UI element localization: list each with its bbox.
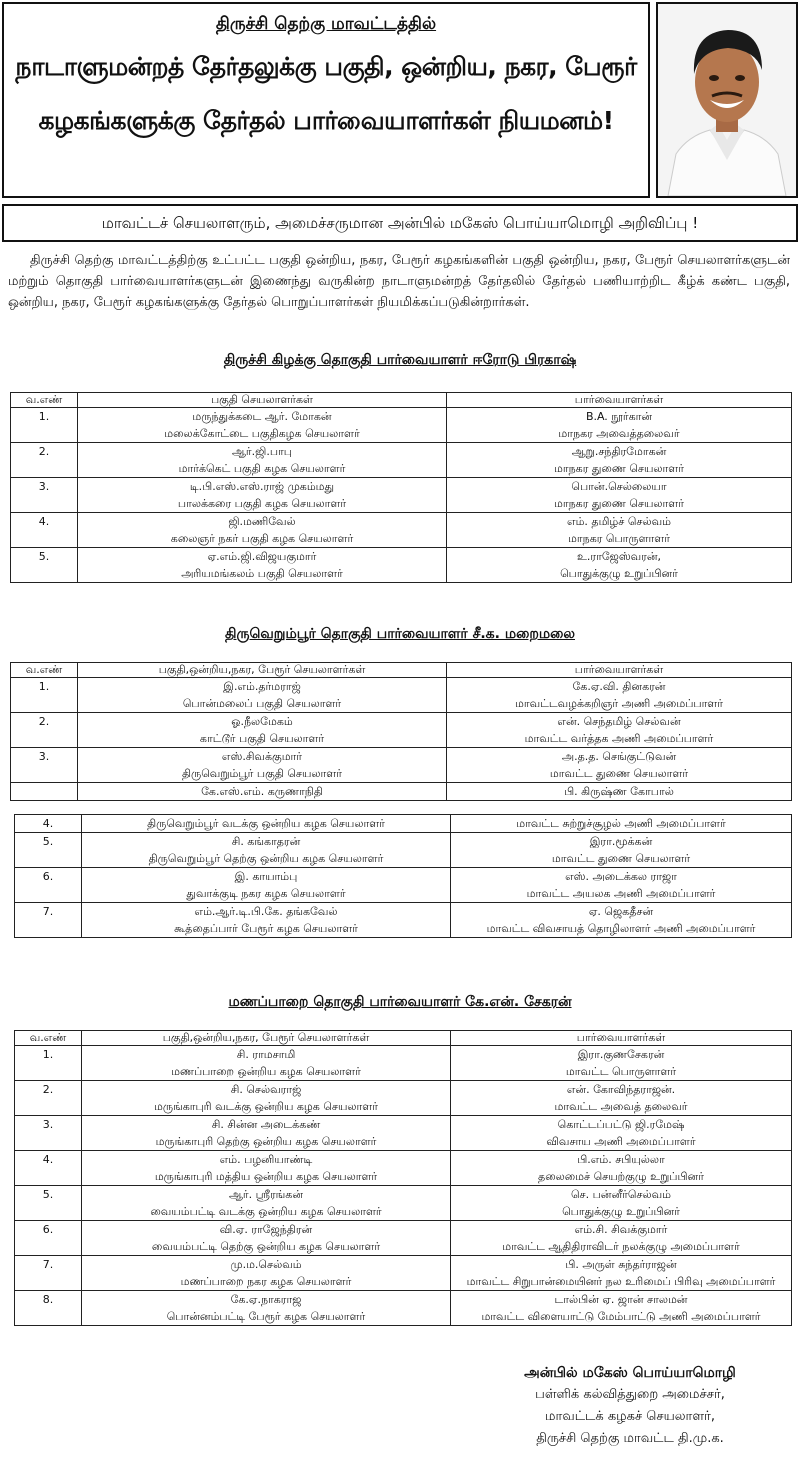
- secretary-cell: [78, 678, 447, 713]
- observer-name: இரா.மூக்கன்: [589, 835, 653, 848]
- table-row: [15, 1221, 792, 1256]
- observer-name: ஆறு.சந்திரமோகன்: [571, 445, 667, 458]
- col-header-secretaries: பகுதி,ஒன்றிய,நகர, பேரூர் செயலாளர்கள்: [78, 663, 447, 678]
- observer-role: மாவட்ட விளையாட்டு மேம்பாட்டு அணி அமைப்பாளர்: [481, 1310, 761, 1323]
- section-title-manapparai: மணப்பாறை தொகுதி பார்வையாளர் கே.என். சேகரன்: [228, 994, 572, 1010]
- signatory-name: அன்பில் மகேஸ் பொய்யாமொழி: [524, 1365, 736, 1381]
- section-title-trichy-east: திருச்சி கிழக்கு தொகுதி பார்வையாளர் ஈரோடு பிரகாஷ்: [223, 352, 577, 368]
- secretary-cell: [82, 815, 451, 833]
- table-body: [11, 678, 792, 801]
- table-body: [11, 408, 792, 583]
- table-row: [15, 868, 792, 903]
- announcement-banner: மாவட்டச் செயலாளரும், அமைச்சருமான அன்பில் மகேஸ் பொய்யாமொழி அறிவிப்பு !: [2, 204, 798, 242]
- serial-cell: 7.: [15, 903, 82, 938]
- observer-cell: [451, 1116, 792, 1151]
- observer-name: பொன்.செல்லையா: [571, 480, 667, 493]
- secretary-role: கூத்தைப்பார் பேரூர் கழக செயலாளர்: [174, 922, 358, 935]
- table-body: [15, 1046, 792, 1326]
- observer-name: கே.ஏ.வி. தினகரன்: [572, 680, 666, 693]
- signature-block: [470, 1362, 790, 1450]
- table-thiruverumbur-b: [14, 814, 792, 938]
- table-row: [15, 1186, 792, 1221]
- secretary-name: மு.ம.செல்வம்: [230, 1258, 302, 1271]
- table-row: [11, 408, 792, 443]
- observer-name: கொட்டப்பட்டு ஜி.ரமேஷ்: [557, 1118, 685, 1131]
- col-header-observers: பார்வையாளர்கள்: [447, 393, 792, 408]
- observer-cell: [447, 678, 792, 713]
- col-header-serial: வ.எண்: [11, 663, 78, 678]
- col-header-secretaries: பகுதி,ஒன்றிய,நகர, பேரூர் செயலாளர்கள்: [82, 1031, 451, 1046]
- secretary-role: பொன்மலைப் பகுதி செயலாளர்: [182, 697, 342, 710]
- secretary-role: திருவெறும்பூர் பகுதி செயலாளர்: [182, 767, 342, 780]
- secretary-cell: [78, 548, 447, 583]
- observer-role: மாவட்ட துணை செயலாளர்: [549, 767, 689, 780]
- secretary-name: ஆர்.ஜி.பாபு: [232, 445, 292, 458]
- secretary-cell: [82, 1046, 451, 1081]
- observer-role: மாவட்ட அயலக அணி அமைப்பாளர்: [526, 887, 716, 900]
- table-row: [11, 783, 792, 801]
- serial-cell: 3.: [11, 748, 78, 783]
- portrait-photo: [656, 2, 798, 198]
- section-title-thiruverumbur: திருவெறும்பூர் தொகுதி பார்வையாளர் சீ.க. மறைமலை: [225, 626, 575, 642]
- observer-cell: [451, 1081, 792, 1116]
- table-row: [15, 903, 792, 938]
- secretary-role: திருவெறும்பூர் தெற்கு ஒன்றிய கழக செயலாளர்: [148, 852, 384, 865]
- table-row: [11, 713, 792, 748]
- secretary-name: டி.பி.எஸ்.எஸ்.ராஜ் முகம்மது: [189, 480, 335, 493]
- observer-role: விவசாய அணி அமைப்பாளர்: [546, 1135, 696, 1148]
- observer-role: மாநகர அவைத்தலைவர்: [558, 427, 680, 440]
- observer-role: மாவட்ட விவசாயத் தொழிலாளர் அணி அமைப்பாளர்: [486, 922, 756, 935]
- secretary-cell: [78, 478, 447, 513]
- secretary-name: மருந்துக்கடை ஆர். மோகன்: [192, 410, 332, 423]
- observer-name: என். கோவிந்தராஜன்.: [566, 1083, 676, 1096]
- serial-cell: 3.: [15, 1116, 82, 1151]
- serial-cell: [11, 783, 78, 801]
- table-trichy-east: [10, 392, 792, 583]
- observer-cell: [447, 548, 792, 583]
- observer-role: பொதுக்குழு உறுப்பினர்: [560, 567, 678, 580]
- secretary-cell: [78, 443, 447, 478]
- observer-cell: [451, 1151, 792, 1186]
- serial-cell: 4.: [11, 513, 78, 548]
- table-row: [15, 815, 792, 833]
- observer-name: உ.ராஜேஸ்வரன்,: [576, 550, 662, 563]
- observer-name: என். செந்தமிழ் செல்வன்: [557, 715, 681, 728]
- observer-cell: [447, 408, 792, 443]
- observer-role: மாநகர துணை செயலாளர்: [554, 462, 684, 475]
- secretary-name: எஸ்.சிவக்குமார்: [221, 750, 303, 763]
- table-row: [15, 1046, 792, 1081]
- secretary-name: எம். பழனியாண்டி: [219, 1153, 313, 1166]
- observer-role: மாவட்ட துணை செயலாளர்: [551, 852, 691, 865]
- secretary-name: ஓ.நீலமேகம்: [231, 715, 293, 728]
- secretary-name: ஆர். ஸ்ரீரங்கன்: [229, 1188, 303, 1201]
- secretary-cell: [82, 833, 451, 868]
- observer-cell: [451, 1186, 792, 1221]
- secretary-role: வையம்பட்டி வடக்கு ஒன்றிய கழக செயலாளர்: [150, 1205, 382, 1218]
- observer-name: இரா.குணசேகரன்: [577, 1048, 665, 1061]
- observer-role: மாநகர துணை செயலாளர்: [554, 497, 684, 510]
- observer-name: எம். தமிழ்ச் செல்வம்: [566, 515, 672, 528]
- serial-cell: 3.: [11, 478, 78, 513]
- observer-name: எஸ். அடைக்கல ராஜா: [565, 870, 677, 883]
- secretary-role: மணப்பாறை ஒன்றிய கழக செயலாளர்: [171, 1065, 361, 1078]
- serial-cell: 2.: [11, 443, 78, 478]
- table-row: [15, 833, 792, 868]
- secretary-role: கலைஞர் நகர் பகுதி கழக செயலாளர்: [170, 532, 354, 545]
- secretary-role: மருங்காபுரி தெற்கு ஒன்றிய கழக செயலாளர்: [155, 1135, 377, 1148]
- serial-cell: 6.: [15, 868, 82, 903]
- observer-cell: [447, 513, 792, 548]
- headline-line-1: நாடாளுமன்றத் தேர்தலுக்கு பகுதி, ஒன்றிய, நகர, பேரூர்: [15, 52, 637, 81]
- secretary-cell: [82, 1116, 451, 1151]
- secretary-name: இ. காயாம்பு: [234, 870, 298, 883]
- observer-cell: [447, 443, 792, 478]
- col-header-observers: பார்வையாளர்கள்: [447, 663, 792, 678]
- col-header-serial: வ.எண்: [11, 393, 78, 408]
- secretary-cell: [78, 713, 447, 748]
- headline-line-2: கழகங்களுக்கு தேர்தல் பார்வையாளர்கள் நியமனம்!: [38, 106, 614, 135]
- observer-role: மாவட்ட வர்த்தக அணி அமைப்பாளர்: [524, 732, 714, 745]
- table-row: [15, 1081, 792, 1116]
- secretary-role: மலைக்கோட்டை பகுதிகழக செயலாளர்: [164, 427, 360, 440]
- table-row: [11, 748, 792, 783]
- signatory-title-2: மாவட்டக் கழகச் செயலாளர்,: [545, 1409, 715, 1424]
- observer-cell: [451, 815, 792, 833]
- secretary-role: மருங்காபுரி வடக்கு ஒன்றிய கழக செயலாளர்: [154, 1100, 378, 1113]
- table-row: [15, 1151, 792, 1186]
- observer-role: மாவட்ட சிறுபான்மையினர் நல உரிமைப் பிரிவு அமைப்பாளர்: [466, 1275, 776, 1288]
- observer-name: செ. பன்னீர்செல்வம்: [570, 1188, 672, 1201]
- signatory-title-1: பள்ளிக் கல்வித்துறை அமைச்சர்,: [535, 1387, 725, 1402]
- observer-cell: [447, 748, 792, 783]
- secretary-role: பாலக்கரை பகுதி கழக செயலாளர்: [177, 497, 347, 510]
- intro-paragraph: திருச்சி தெற்கு மாவட்டத்திற்கு உட்பட்ட பகுதி ஒன்றிய, நகர, பேரூர் கழகங்களின் பகுதி ஒன்றிய, நகர, பேரூர் செயலாளர்களுடன் மற்றும் தொகுதி பார்வையாளர்களுடன் இணைந்து வருகின்ற நாடாளுமன்றத் தேர்தலில் தேர்தல் பணியாற்றிட கீழ்க் கண்ட பகுதி, ஒன்றிய, நகர, பேரூர் கழகங்களுக்கு தேர்தல் பொறுப்பாளர்கள் நியமிக்கப்படுகின்றார்கள்.: [8, 253, 790, 310]
- observer-name: எம்.சி. சிவக்குமார்: [574, 1223, 668, 1236]
- secretary-cell: [82, 1221, 451, 1256]
- observer-name: அ.த.த. செங்குட்டுவன்: [561, 750, 677, 763]
- secretary-role: வையம்பட்டி தெற்கு ஒன்றிய கழக செயலாளர்: [151, 1240, 381, 1253]
- table-header-row: [11, 393, 792, 408]
- secretary-name: கே.எஸ்.எம். கருணாநிதி: [78, 783, 447, 801]
- secretary-cell: [78, 513, 447, 548]
- secretary-role: மணப்பாறை நகர கழக செயலாளர்: [180, 1275, 352, 1288]
- serial-cell: 4.: [15, 1151, 82, 1186]
- person-portrait-image: [658, 4, 796, 196]
- secretary-cell: [82, 1186, 451, 1221]
- observer-cell: [451, 868, 792, 903]
- secretary-cell: [82, 1151, 451, 1186]
- col-header-observers: பார்வையாளர்கள்: [451, 1031, 792, 1046]
- secretary-name: சி. ராமசாமி: [236, 1048, 296, 1061]
- observer-cell: [451, 833, 792, 868]
- secretary-name: எம்.ஆர்.டி.பி.கே. தங்கவேல்: [194, 905, 338, 918]
- observer-role: மாவட்ட பொருளாளர்: [565, 1065, 677, 1078]
- secretary-role: பொன்னம்பட்டி பேரூர் கழக செயலாளர்: [166, 1310, 366, 1323]
- serial-cell: 6.: [15, 1221, 82, 1256]
- table-row: [15, 1256, 792, 1291]
- secretary-name: இ.எம்.தர்மராஜ்: [223, 680, 301, 693]
- observer-name: பி.எம். சபியுல்லா: [577, 1153, 665, 1166]
- serial-cell: 5.: [15, 1186, 82, 1221]
- secretary-name: ஏ.எம்.ஜி.விஜயகுமார்: [207, 550, 317, 563]
- table-header-row: [15, 1031, 792, 1046]
- observer-role: மாவட்டவழக்கறிஞர் அணி அமைப்பாளர்: [515, 697, 723, 710]
- secretary-role: மார்க்கெட் பகுதி கழக செயலாளர்: [178, 462, 346, 475]
- secretary-role: மருங்காபுரி மத்திய ஒன்றிய கழக செயலாளர்: [154, 1170, 378, 1183]
- signatory-title-3: திருச்சி தெற்கு மாவட்ட தி.மு.க.: [536, 1431, 724, 1446]
- table-body: [15, 815, 792, 938]
- secretary-cell: [82, 868, 451, 903]
- secretary-name: சி. கங்காதரன்: [231, 835, 301, 848]
- table-row: [11, 443, 792, 478]
- observer-name: மாவட்ட சுற்றுச்சூழல் அணி அமைப்பாளர்: [516, 817, 726, 830]
- serial-cell: 1.: [11, 678, 78, 713]
- secretary-cell: [78, 748, 447, 783]
- table-manapparai: [14, 1030, 792, 1326]
- table-row: [15, 1291, 792, 1326]
- col-header-serial: வ.எண்: [15, 1031, 82, 1046]
- observer-name: டால்பின் ஏ. ஜான் சாலமன்: [554, 1293, 688, 1306]
- secretary-cell: [78, 408, 447, 443]
- observer-name: B.A. நூர்கான்: [585, 410, 653, 423]
- secretary-cell: [82, 1256, 451, 1291]
- serial-cell: 5.: [15, 833, 82, 868]
- observer-cell: [447, 478, 792, 513]
- serial-cell: 8.: [15, 1291, 82, 1326]
- col-header-secretaries: பகுதி செயலாளர்கள்: [78, 393, 447, 408]
- observer-role: தலைமைச் செயற்குழு உறுப்பினர்: [538, 1170, 704, 1183]
- serial-cell: 1.: [15, 1046, 82, 1081]
- secretary-cell: [82, 903, 451, 938]
- observer-role: மாநகர பொருளாளர்: [568, 532, 670, 545]
- serial-cell: 4.: [15, 815, 82, 833]
- serial-cell: 2.: [11, 713, 78, 748]
- secretary-cell: [82, 1291, 451, 1326]
- table-row: [11, 548, 792, 583]
- observer-cell: [451, 903, 792, 938]
- observer-name: பி. கிருஷ்ண கோபால்: [447, 783, 792, 801]
- serial-cell: 2.: [15, 1081, 82, 1116]
- serial-cell: 5.: [11, 548, 78, 583]
- serial-cell: 7.: [15, 1256, 82, 1291]
- secretary-role: காட்டூர் பகுதி செயலாளர்: [199, 732, 325, 745]
- secretary-name: கே.ஏ.நாகராஜ: [230, 1293, 302, 1306]
- observer-cell: [447, 713, 792, 748]
- serial-cell: 1.: [11, 408, 78, 443]
- table-header-row: [11, 663, 792, 678]
- table-row: [11, 478, 792, 513]
- observer-name: பி. அருள் சுந்தர்ராஜன்: [565, 1258, 677, 1271]
- observer-role: பொதுக்குழு உறுப்பினர்: [562, 1205, 680, 1218]
- secretary-name: சி. செல்வராஜ்: [230, 1083, 302, 1096]
- secretary-role: துவாக்குடி நகர கழக செயலாளர்: [186, 887, 346, 900]
- table-row: [15, 1116, 792, 1151]
- secretary-role: அரியமங்கலம் பகுதி செயலாளர்: [181, 567, 343, 580]
- supertitle: திருச்சி தெற்கு மாவட்டத்தில்: [215, 14, 437, 34]
- observer-role: மாவட்ட ஆதிதிராவிடர் நலக்குழு அமைப்பாளர்: [502, 1240, 740, 1253]
- observer-cell: [451, 1256, 792, 1291]
- secretary-name: திருவெறும்பூர் வடக்கு ஒன்றிய கழக செயலாளர்: [147, 817, 385, 830]
- table-row: [11, 678, 792, 713]
- observer-role: மாவட்ட அவைத் தலைவர்: [554, 1100, 688, 1113]
- secretary-name: வி.ஏ. ராஜேந்திரன்: [219, 1223, 313, 1236]
- observer-cell: [451, 1291, 792, 1326]
- observer-cell: [451, 1046, 792, 1081]
- observer-name: ஏ. ஜெகதீசன்: [588, 905, 654, 918]
- secretary-name: ஜி.மணிவேல்: [228, 515, 296, 528]
- secretary-cell: [82, 1081, 451, 1116]
- table-row: [11, 513, 792, 548]
- secretary-name: சி. சின்ன அடைக்கண்: [211, 1118, 321, 1131]
- header-box: [2, 2, 650, 198]
- table-thiruverumbur-a: [10, 662, 792, 801]
- observer-cell: [451, 1221, 792, 1256]
